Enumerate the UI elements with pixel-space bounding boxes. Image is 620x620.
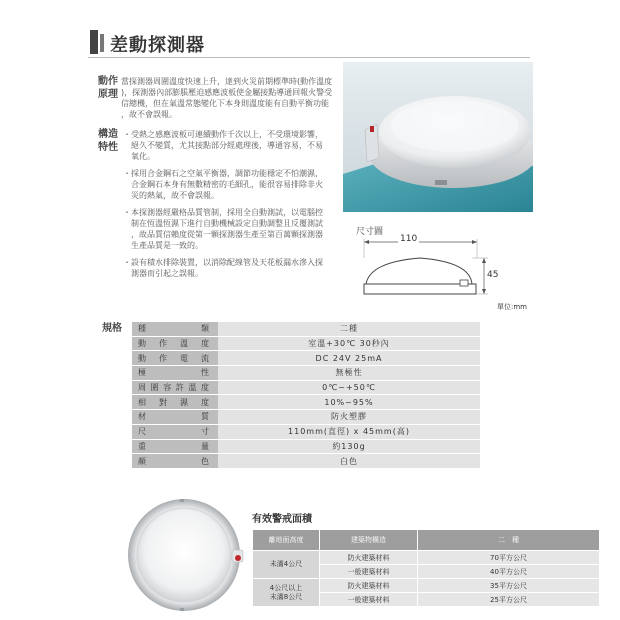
title-accent-bar <box>90 30 98 54</box>
spec-value: 無極性 <box>218 366 480 381</box>
area-header-structure: 建築物構造 <box>320 530 418 551</box>
spec-key: 顏色 <box>132 454 218 469</box>
area-value: 25平方公尺 <box>418 593 600 607</box>
spec-value: 10%~95% <box>218 395 480 410</box>
spec-key: 動作溫度 <box>132 336 218 351</box>
area-structure: 一般建築材料 <box>320 565 418 579</box>
spec-value: 110mm(直徑) x 45mm(高) <box>218 424 480 439</box>
dimension-width: 110 <box>400 234 418 244</box>
spec-value: 二種 <box>218 322 480 336</box>
area-title: 有效警戒面積 <box>252 514 312 525</box>
area-height: 未滿4公尺 <box>253 551 320 579</box>
spec-row <box>132 410 480 425</box>
area-value: 40平方公尺 <box>418 565 600 579</box>
spec-value: 室溫+30℃ 30秒內 <box>218 336 480 351</box>
spec-key: 種類 <box>132 322 218 336</box>
area-row <box>253 551 600 565</box>
spec-row <box>132 424 480 439</box>
spec-row <box>132 366 480 381</box>
features-label: 構造 特性 <box>98 129 118 153</box>
dimension-height: 45 <box>487 270 499 280</box>
spec-key: 動作電流 <box>132 351 218 366</box>
spec-value: 白色 <box>218 454 480 469</box>
spec-row <box>132 336 480 351</box>
area-row <box>253 579 600 593</box>
page-title: 差動探測器 <box>110 35 205 56</box>
feature-item: ・受熱之感應波板可連續動作千次以上，不受環境影響， 絕久不變質，尤其接點部分經處理後，導通容易，不易 氧化。 <box>123 130 323 161</box>
dimension-unit: 單位:mm <box>497 303 527 311</box>
spec-value: 約130g <box>218 439 480 454</box>
area-structure: 一般建築材料 <box>320 593 418 607</box>
spec-key: 尺寸 <box>132 424 218 439</box>
area-header-height: 離地面高度 <box>253 530 320 551</box>
principle-text: 當探測器周圍溫度快速上升，達到火災前期標準時(動作溫度 )，探測器內部膨脹壓迫感應波板使金屬接點導通回報火警受 信總機，但在氣溫常態變化下本身則溫度能有自動平衡功能 ，故不會誤報。 <box>121 77 333 119</box>
product-photo-front <box>122 496 248 618</box>
spec-table <box>132 322 480 469</box>
spec-row <box>132 322 480 336</box>
spec-value: DC 24V 25mA <box>218 351 480 366</box>
area-table <box>253 530 600 606</box>
features-list <box>123 129 348 279</box>
spec-row <box>132 395 480 410</box>
dimension-drawing <box>352 236 502 310</box>
spec-key: 極性 <box>132 366 218 381</box>
spec-row <box>132 439 480 454</box>
area-header-type: 二 種 <box>418 530 600 551</box>
spec-row <box>132 454 480 469</box>
title-accent-bar-thin <box>100 34 104 52</box>
spec-value: 防火塑膠 <box>218 410 480 425</box>
area-value: 35平方公尺 <box>418 579 600 593</box>
product-photo <box>343 62 533 212</box>
spec-value: 0℃~+50℃ <box>218 380 480 395</box>
feature-item: ・設有積水排除裝置，以消除配線管及天花板漏水滲入探 測器而引起之誤報。 <box>123 258 323 278</box>
area-height: 4公尺以上 未滿8公尺 <box>253 579 320 607</box>
dimension-title: 尺寸圖 <box>356 227 384 237</box>
spec-key: 周圍容許溫度 <box>132 380 218 395</box>
spec-key: 材質 <box>132 410 218 425</box>
feature-item: ・本探測器經嚴格品質管制，採用全自動測試，以電腦控 制在恆溫恆濕下進行自動機械設定自動調整且反覆測試 ，故品質信賴度從第一顆探測器生產至第百萬顆探測器 生產品質是一致的。 <box>123 208 323 250</box>
spec-key: 重量 <box>132 439 218 454</box>
area-structure: 防火建築材料 <box>320 579 418 593</box>
area-structure: 防火建築材料 <box>320 551 418 565</box>
feature-item: ・採用合金鋼石之空氣平衡器，調節功能穩定不怕潮濕， 合金鋼石本身有無數精密的毛細孔，能很容易排除非火 災的熱氣，故不會誤報。 <box>123 169 323 200</box>
spec-label: 規格 <box>102 323 122 334</box>
principle-label: 動作 原理 <box>98 76 118 100</box>
spec-key: 相對濕度 <box>132 395 218 410</box>
spec-row <box>132 380 480 395</box>
spec-row <box>132 351 480 366</box>
area-value: 70平方公尺 <box>418 551 600 565</box>
title-divider <box>88 57 530 58</box>
